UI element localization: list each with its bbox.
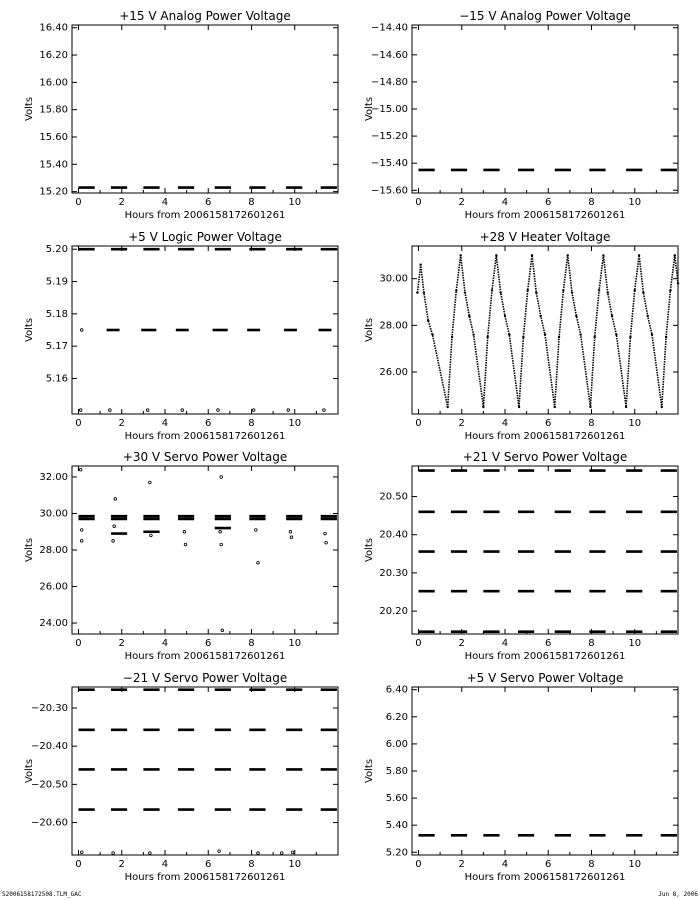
data-point (544, 333, 546, 335)
data-point (486, 336, 488, 338)
data-point (114, 498, 117, 501)
y-tick-label: −20.60 (30, 817, 68, 829)
data-point (554, 406, 556, 408)
data-point (464, 291, 466, 293)
data-point (472, 333, 474, 335)
y-tick-label: −20.30 (30, 703, 68, 714)
chart-panel-7 (24, 671, 338, 883)
y-tick-label: 20.50 (379, 491, 408, 503)
data-point (325, 541, 328, 544)
data-point (181, 409, 184, 412)
data-point (287, 409, 290, 412)
y-axis-label: Volts (364, 537, 375, 563)
y-tick-label: 15.20 (39, 186, 68, 198)
chart-title: +21 V Servo Power Voltage (462, 450, 628, 464)
chart-title: −21 V Servo Power Voltage (122, 671, 288, 685)
data-point (323, 409, 326, 412)
y-tick-label: −14.40 (370, 22, 408, 34)
x-tick-label: 6 (545, 418, 552, 429)
chart-panel-1 (24, 9, 338, 221)
data-point (146, 409, 149, 412)
data-point (677, 282, 679, 284)
data-point (651, 333, 653, 335)
data-point (459, 254, 461, 256)
data-point (598, 289, 600, 291)
y-tick-label: 30.00 (39, 508, 68, 520)
data-point (149, 481, 152, 484)
x-tick-label: 2 (118, 197, 125, 208)
data-point (495, 254, 497, 256)
y-tick-label: 16.20 (39, 50, 68, 62)
x-axis-label: Hours from 2006158172601261 (124, 872, 286, 883)
data-point (150, 534, 153, 537)
data-point (280, 852, 283, 855)
y-axis-label: Volts (24, 96, 35, 122)
chart-panel-2 (364, 9, 678, 221)
y-axis-label: Volts (364, 758, 375, 784)
chart-title: −15 V Analog Power Voltage (459, 9, 631, 23)
x-tick-label: 10 (628, 638, 642, 649)
y-tick-label: 5.18 (45, 308, 68, 320)
x-tick-label: 4 (501, 418, 509, 429)
x-tick-label: 6 (205, 638, 212, 649)
data-point (526, 289, 528, 291)
y-axis-label: Volts (24, 537, 35, 563)
x-tick-label: 4 (161, 197, 169, 208)
plot-frame (412, 25, 678, 193)
data-point (451, 336, 453, 338)
chart-panel-4 (364, 230, 679, 442)
data-point (539, 315, 541, 317)
x-tick-label: 8 (248, 197, 255, 208)
data-point (575, 315, 577, 317)
y-tick-label: −14.60 (370, 49, 408, 61)
plot-frame (412, 687, 678, 855)
x-tick-label: 10 (288, 418, 302, 429)
data-point (661, 406, 663, 408)
data-point (535, 291, 537, 293)
data-point (674, 254, 676, 256)
y-tick-label: −15.00 (370, 104, 408, 115)
data-point (607, 291, 609, 293)
plot-frame (72, 687, 338, 855)
x-tick-label: 10 (628, 859, 642, 870)
x-tick-label: 2 (458, 197, 465, 208)
x-tick-label: 2 (458, 418, 465, 429)
x-tick-label: 4 (501, 638, 509, 649)
y-tick-label: 6.20 (385, 711, 408, 723)
x-tick-label: 10 (288, 859, 302, 870)
data-point (567, 254, 569, 256)
x-tick-label: 2 (118, 638, 125, 649)
x-tick-label: 2 (118, 418, 125, 429)
y-tick-label: −15.60 (370, 185, 408, 197)
data-point (455, 289, 457, 291)
y-tick-label: 5.20 (45, 244, 68, 256)
data-point (518, 406, 520, 408)
data-point (255, 529, 258, 532)
x-tick-label: 8 (588, 859, 595, 870)
x-axis-label: Hours from 2006158172601261 (124, 651, 286, 662)
data-point (112, 540, 115, 543)
x-tick-label: 0 (75, 859, 82, 870)
x-tick-label: 4 (161, 638, 169, 649)
x-tick-label: 8 (588, 197, 595, 208)
x-tick-label: 0 (415, 418, 422, 429)
x-axis-label: Hours from 2006158172601261 (124, 431, 286, 442)
data-point (79, 409, 82, 412)
y-tick-label: 26.00 (379, 367, 408, 378)
x-axis-label: Hours from 2006158172601261 (464, 431, 626, 442)
x-tick-label: 4 (501, 859, 509, 870)
data-point (468, 315, 470, 317)
data-point (611, 315, 613, 317)
y-tick-label: −15.20 (370, 131, 408, 143)
y-tick-label: −20.50 (30, 779, 68, 791)
chart-title: +5 V Servo Power Voltage (466, 671, 624, 685)
x-tick-label: 8 (248, 418, 255, 429)
x-tick-label: 4 (161, 859, 169, 870)
data-point (669, 289, 671, 291)
x-tick-label: 4 (161, 418, 169, 429)
y-tick-label: 5.16 (45, 373, 68, 385)
x-tick-label: 10 (288, 638, 302, 649)
data-point (423, 291, 425, 293)
footer-date: Jun 8, 2006 (658, 891, 698, 898)
y-tick-label: 6.40 (385, 684, 408, 696)
data-trace (417, 255, 678, 407)
data-point (149, 852, 152, 855)
chart-title: +30 V Servo Power Voltage (122, 450, 288, 464)
data-point (79, 468, 82, 471)
data-point (80, 529, 83, 532)
y-tick-label: 30.00 (379, 273, 408, 285)
x-tick-label: 0 (75, 638, 82, 649)
y-tick-label: 5.19 (45, 276, 68, 288)
data-point (594, 336, 596, 338)
x-tick-label: 0 (415, 638, 422, 649)
x-tick-label: 8 (248, 638, 255, 649)
y-tick-label: 28.00 (379, 320, 408, 332)
data-point (324, 532, 327, 535)
x-tick-label: 6 (205, 197, 212, 208)
data-point (427, 319, 429, 321)
y-tick-label: 32.00 (39, 471, 68, 483)
chart-panel-8 (364, 671, 678, 883)
x-tick-label: 10 (288, 197, 302, 208)
x-tick-label: 2 (118, 859, 125, 870)
x-tick-label: 10 (628, 418, 642, 429)
y-tick-label: 20.40 (379, 529, 408, 541)
data-point (113, 525, 116, 528)
y-tick-label: 20.20 (379, 606, 408, 618)
y-tick-label: 16.40 (39, 22, 68, 34)
y-tick-label: 26.00 (39, 581, 68, 593)
x-tick-label: 2 (458, 859, 465, 870)
data-point (220, 476, 223, 479)
footer-source-file: S2006158172508.TLM_GAC (2, 891, 82, 898)
data-point (80, 540, 83, 543)
data-point (579, 333, 581, 335)
y-axis-label: Volts (24, 317, 35, 343)
data-point (257, 852, 260, 855)
data-point (218, 850, 221, 853)
data-point (562, 289, 564, 291)
plot-frame (72, 466, 338, 634)
y-tick-label: 24.00 (39, 618, 68, 630)
x-tick-label: 0 (75, 418, 82, 429)
data-point (220, 543, 223, 546)
chart-panel-3 (24, 230, 338, 442)
x-tick-label: 0 (75, 197, 82, 208)
data-point (491, 289, 493, 291)
data-point (252, 409, 255, 412)
y-tick-label: 28.00 (39, 545, 68, 556)
y-tick-label: 5.17 (45, 341, 68, 353)
y-tick-label: −20.40 (30, 741, 68, 753)
x-tick-label: 8 (248, 859, 255, 870)
data-point (571, 291, 573, 293)
data-point (615, 333, 617, 335)
x-axis-label: Hours from 2006158172601261 (464, 651, 626, 662)
data-point (647, 315, 649, 317)
y-tick-label: 5.60 (385, 793, 408, 805)
y-tick-label: 6.00 (385, 738, 408, 750)
x-tick-label: 0 (415, 859, 422, 870)
x-tick-label: 10 (628, 197, 642, 208)
data-point (257, 561, 260, 564)
data-point (291, 851, 294, 854)
y-tick-label: 5.80 (385, 766, 408, 777)
data-point (634, 289, 636, 291)
data-point (522, 336, 524, 338)
x-tick-label: 6 (205, 418, 212, 429)
data-point (642, 291, 644, 293)
data-point (184, 543, 187, 546)
data-point (446, 406, 448, 408)
plot-frame (72, 25, 338, 193)
chart-panel-5 (24, 450, 338, 662)
data-point (221, 629, 224, 632)
data-point (431, 333, 433, 335)
y-tick-label: 15.40 (39, 159, 68, 171)
y-axis-label: Volts (364, 96, 375, 122)
data-point (290, 536, 293, 539)
data-point (482, 406, 484, 408)
x-axis-label: Hours from 2006158172601261 (464, 210, 626, 221)
data-point (80, 851, 83, 854)
y-axis-label: Volts (24, 758, 35, 784)
data-point (508, 333, 510, 335)
x-tick-label: 2 (458, 638, 465, 649)
chart-title: +5 V Logic Power Voltage (128, 230, 282, 244)
y-tick-label: 16.00 (39, 77, 68, 89)
data-point (109, 409, 112, 412)
y-tick-label: 15.80 (39, 104, 68, 116)
y-tick-label: 5.40 (385, 820, 408, 832)
data-point (112, 852, 115, 855)
x-tick-label: 0 (415, 197, 422, 208)
data-point (499, 291, 501, 293)
chart-title: +15 V Analog Power Voltage (119, 9, 291, 23)
data-point (558, 336, 560, 338)
y-tick-label: 5.20 (385, 847, 408, 859)
x-axis-label: Hours from 2006158172601261 (124, 210, 286, 221)
x-tick-label: 6 (545, 859, 552, 870)
x-tick-label: 4 (501, 197, 509, 208)
data-point (625, 406, 627, 408)
chart-panel-6 (364, 450, 678, 662)
x-tick-label: 6 (205, 859, 212, 870)
data-point (183, 530, 186, 533)
data-point (504, 315, 506, 317)
data-point (602, 254, 604, 256)
x-axis-label: Hours from 2006158172601261 (464, 872, 626, 883)
data-point (80, 329, 83, 332)
x-tick-label: 6 (545, 638, 552, 649)
y-tick-label: 15.60 (39, 132, 68, 143)
data-point (589, 406, 591, 408)
data-point (217, 409, 220, 412)
plot-frame (412, 466, 678, 634)
data-point (629, 336, 631, 338)
data-point (419, 263, 421, 265)
data-point (416, 291, 418, 293)
y-axis-label: Volts (364, 317, 375, 343)
y-tick-label: −14.80 (370, 76, 408, 88)
y-tick-label: −15.40 (370, 158, 408, 170)
data-point (638, 254, 640, 256)
data-point (289, 530, 292, 533)
y-tick-label: 20.30 (379, 567, 408, 579)
x-tick-label: 6 (545, 197, 552, 208)
x-tick-label: 8 (588, 418, 595, 429)
x-tick-label: 8 (588, 638, 595, 649)
data-point (219, 530, 222, 533)
chart-title: +28 V Heater Voltage (479, 230, 611, 244)
data-point (665, 336, 667, 338)
data-point (531, 254, 533, 256)
